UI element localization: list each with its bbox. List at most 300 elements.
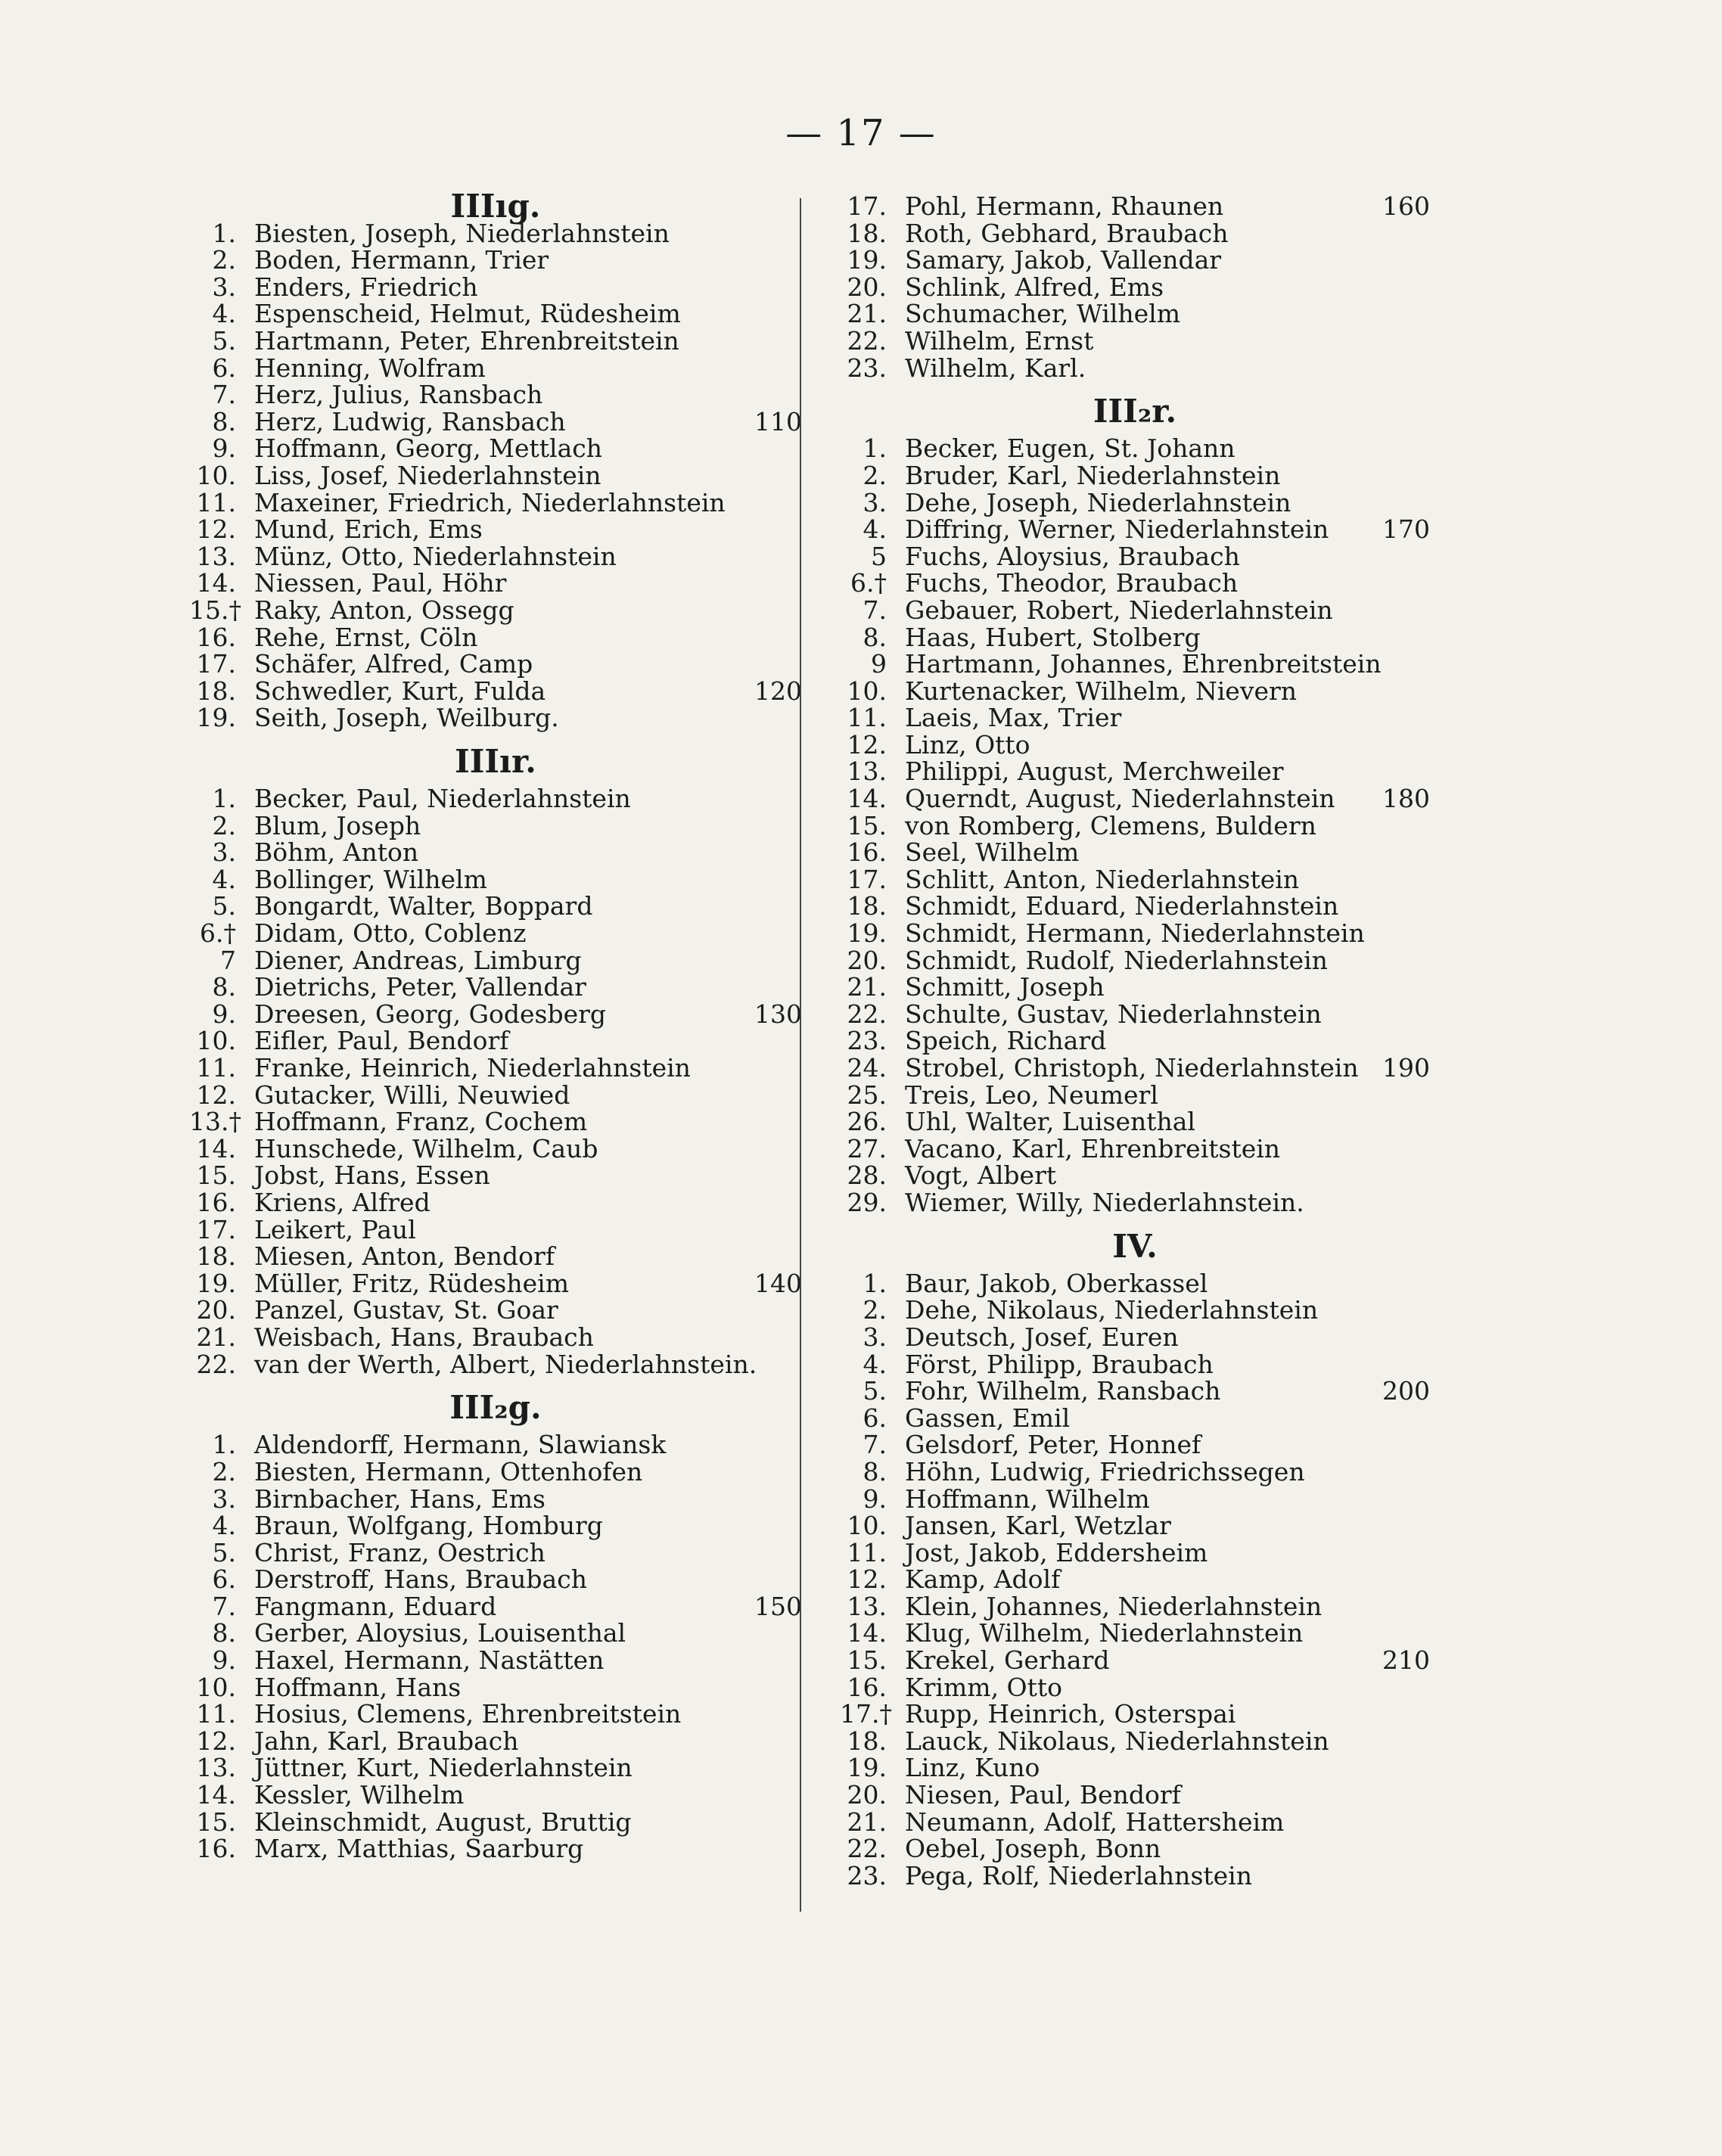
student-name: Treis, Leo, Neumerl	[905, 1080, 1158, 1110]
entry-number: 23.	[847, 1860, 887, 1890]
student-name: Schumacher, Wilhelm	[905, 299, 1181, 329]
student-name: Hoffmann, Wilhelm	[905, 1483, 1150, 1514]
student-name: Philippi, August, Merchweiler	[905, 756, 1284, 787]
student-entry	[189, 1754, 802, 1782]
student-entry	[840, 651, 1430, 678]
entry-number: 23.	[847, 1026, 887, 1056]
student-entry	[189, 1809, 802, 1836]
entry-number: 6.†	[200, 918, 236, 949]
entry-number: 1.	[212, 784, 236, 814]
entry-number: 17.	[196, 1214, 236, 1244]
student-entry	[840, 1674, 1430, 1701]
student-entry	[189, 704, 802, 732]
student-entry	[840, 1082, 1430, 1109]
entry-number: 12.	[196, 1080, 236, 1110]
student-entry	[189, 1324, 802, 1351]
entry-number: 12.	[196, 1726, 236, 1756]
student-name: Krekel, Gerhard	[905, 1645, 1110, 1676]
entry-number: 22.	[847, 1834, 887, 1864]
student-entry	[189, 543, 802, 570]
student-name: Schlitt, Anton, Niederlahnstein	[905, 864, 1300, 894]
entry-number: 11.	[847, 1537, 887, 1567]
column-divider	[800, 198, 801, 1912]
student-name: Herz, Julius, Ransbach	[254, 380, 543, 410]
entry-number: 1.	[212, 218, 236, 248]
student-name: Krimm, Otto	[905, 1672, 1062, 1702]
student-name: Didam, Otto, Coblenz	[254, 918, 527, 949]
student-name: Lauck, Nikolaus, Niederlahnstein	[905, 1726, 1329, 1756]
entry-number: 21.	[196, 1322, 236, 1352]
entry-number: 22.	[196, 1349, 236, 1379]
student-entry	[840, 435, 1430, 462]
margin-count: 140	[754, 1268, 802, 1298]
entry-number: 14.	[847, 1618, 887, 1648]
student-name: Mund, Erich, Ems	[254, 514, 483, 545]
student-name: Birnbacher, Hans, Ems	[254, 1483, 546, 1514]
entry-number: 10.	[196, 460, 236, 490]
student-name: Neumann, Adolf, Hattersheim	[905, 1807, 1285, 1837]
entry-number: 2.	[212, 1456, 236, 1487]
student-entry	[840, 1593, 1430, 1620]
entry-number: 23.	[847, 353, 887, 383]
student-name: Münz, Otto, Niederlahnstein	[254, 541, 617, 571]
student-entry	[840, 1754, 1430, 1782]
student-entry	[840, 1647, 1430, 1674]
entry-number: 16.	[196, 1187, 236, 1217]
entry-number: 5	[871, 541, 887, 571]
student-name: van der Werth, Albert, Niederlahnstein.	[254, 1349, 757, 1379]
entry-number: 6.	[212, 353, 236, 383]
student-entry	[189, 866, 802, 893]
entry-number: 10.	[847, 676, 887, 706]
student-entry	[840, 1456, 1430, 1487]
student-name: Seel, Wilhelm	[905, 837, 1080, 868]
student-entry	[189, 381, 802, 409]
entry-number: 7.	[863, 1430, 887, 1460]
student-name: Hoffmann, Hans	[254, 1672, 462, 1702]
student-entry	[189, 651, 802, 678]
entry-number: 27.	[847, 1133, 887, 1163]
class-heading: IIIıg.	[450, 188, 541, 225]
student-entry	[189, 300, 802, 328]
student-name: Niessen, Paul, Höhr	[254, 568, 507, 598]
student-name: Gerber, Aloysius, Louisenthal	[254, 1618, 626, 1648]
entry-number: 20.	[847, 272, 887, 302]
entry-number: 20.	[847, 945, 887, 975]
entry-number: 15.†	[189, 595, 241, 625]
entry-number: 3.	[212, 1483, 236, 1514]
margin-count: 170	[1382, 514, 1430, 545]
entry-number: 20.	[196, 1295, 236, 1325]
student-entry	[840, 325, 1430, 356]
student-name: Aldendorff, Hermann, Slawiansk	[254, 1430, 667, 1460]
student-entry	[840, 1108, 1430, 1135]
student-entry	[189, 1297, 802, 1324]
student-name: Panzel, Gustav, St. Goar	[254, 1295, 558, 1325]
student-entry	[840, 1297, 1430, 1324]
student-entry	[189, 1351, 802, 1378]
student-name: Oebel, Joseph, Bonn	[905, 1834, 1161, 1864]
student-name: Henning, Wolfram	[254, 353, 486, 383]
entry-number: 8.	[212, 1618, 236, 1648]
entry-number: 1.	[212, 1430, 236, 1460]
student-entry	[840, 516, 1430, 543]
student-name: Schulte, Gustav, Niederlahnstein	[905, 999, 1322, 1029]
student-entry	[840, 274, 1430, 301]
student-entry	[840, 355, 1430, 382]
entry-number: 5.	[212, 891, 236, 921]
entry-number: 11.	[847, 703, 887, 733]
student-name: Enders, Friedrich	[254, 272, 478, 302]
student-name: Jüttner, Kurt, Niederlahnstein	[254, 1753, 633, 1783]
student-name: Seith, Joseph, Weilburg.	[254, 703, 559, 733]
student-name: Schmidt, Rudolf, Niederlahnstein	[905, 945, 1328, 975]
student-name: Schmidt, Hermann, Niederlahnstein	[905, 918, 1365, 949]
entry-number: 2.	[863, 1295, 887, 1325]
student-name: Fangmann, Eduard	[254, 1591, 497, 1621]
entry-number: 4.	[212, 864, 236, 894]
student-name: Gebauer, Robert, Niederlahnstein	[905, 595, 1333, 625]
student-name: Hartmann, Johannes, Ehrenbreitstein	[905, 649, 1382, 679]
student-name: Gassen, Emil	[905, 1403, 1071, 1433]
entry-number: 19.	[847, 918, 887, 949]
student-entry	[189, 1620, 802, 1647]
entry-number: 2.	[212, 810, 236, 840]
student-name: Derstroff, Hans, Braubach	[254, 1564, 587, 1595]
entry-number: 2.	[212, 245, 236, 275]
margin-count: 210	[1382, 1645, 1430, 1676]
entry-number: 29.	[847, 1187, 887, 1217]
student-name: Bongardt, Walter, Boppard	[254, 891, 593, 921]
student-entry	[189, 355, 802, 382]
student-entry	[840, 1539, 1430, 1567]
entry-number: 5.	[212, 1537, 236, 1567]
student-entry	[840, 1135, 1430, 1163]
entry-number: 21.	[847, 972, 887, 1002]
entry-number: 6.†	[850, 568, 887, 598]
student-name: Samary, Jakob, Vallendar	[905, 245, 1222, 275]
student-entry	[189, 1270, 802, 1297]
entry-number: 19.	[196, 703, 236, 733]
student-name: Diener, Andreas, Limburg	[254, 945, 582, 975]
student-entry	[840, 1027, 1430, 1055]
student-name: Höhn, Ludwig, Friedrichssegen	[905, 1456, 1305, 1487]
student-name: Hartmann, Peter, Ehrenbreitstein	[254, 325, 679, 356]
entry-number: 18.	[847, 218, 887, 248]
entry-number: 10.	[847, 1511, 887, 1541]
student-name: Franke, Heinrich, Niederlahnstein	[254, 1053, 691, 1083]
student-entry	[189, 839, 802, 866]
student-name: Roth, Gebhard, Braubach	[905, 218, 1229, 248]
student-entry	[189, 570, 802, 597]
student-entry	[189, 406, 802, 436]
student-name: Kurtenacker, Wilhelm, Nievern	[905, 676, 1298, 706]
student-entry	[189, 516, 802, 543]
student-name: Dietrichs, Peter, Vallendar	[254, 972, 586, 1002]
student-name: Rupp, Heinrich, Osterspai	[905, 1699, 1236, 1729]
student-entry	[189, 1483, 802, 1514]
student-entry	[189, 812, 802, 840]
student-name: Biesten, Hermann, Ottenhofen	[254, 1456, 643, 1487]
student-entry	[189, 1701, 802, 1728]
entry-number: 9	[871, 649, 887, 679]
margin-count: 110	[754, 406, 802, 436]
student-name: Marx, Matthias, Saarburg	[254, 1834, 584, 1864]
student-entry	[189, 489, 802, 517]
student-entry	[840, 1512, 1430, 1539]
student-name: Fuchs, Aloysius, Braubach	[905, 541, 1240, 571]
student-entry	[189, 1539, 802, 1567]
entry-number: 11.	[196, 1053, 236, 1083]
entry-number: 16.	[847, 837, 887, 868]
student-entry	[840, 1862, 1430, 1890]
student-entry	[189, 1431, 802, 1459]
student-name: Fohr, Wilhelm, Ransbach	[905, 1376, 1221, 1406]
student-entry	[840, 974, 1430, 1001]
entry-number: 7	[220, 945, 236, 975]
margin-count: 130	[754, 999, 802, 1029]
student-name: Haas, Hubert, Stolberg	[905, 622, 1201, 652]
margin-count: 120	[754, 676, 802, 706]
student-entry	[840, 758, 1430, 785]
entry-number: 13.	[847, 756, 887, 787]
entry-number: 11.	[196, 487, 236, 517]
student-entry	[189, 1055, 802, 1082]
entry-number: 8.	[863, 622, 887, 652]
student-entry	[189, 1243, 802, 1270]
entry-number: 7.	[212, 1591, 236, 1621]
entry-number: 17.	[847, 191, 887, 221]
entry-number: 3.	[212, 837, 236, 868]
student-name: Hoffmann, Georg, Mettlach	[254, 433, 602, 464]
entry-number: 19.	[196, 1268, 236, 1298]
student-name: Kessler, Wilhelm	[254, 1780, 465, 1810]
student-entry	[840, 893, 1430, 920]
student-entry	[189, 893, 802, 920]
student-name: Weisbach, Hans, Braubach	[254, 1322, 594, 1352]
student-entry	[840, 1728, 1430, 1755]
student-entry	[189, 1135, 802, 1163]
student-name: Querndt, August, Niederlahnstein	[905, 784, 1335, 814]
entry-number: 15.	[196, 1160, 236, 1191]
student-name: Dreesen, Georg, Godesberg	[254, 999, 606, 1029]
entry-number: 24.	[847, 1053, 887, 1083]
entry-number: 9.	[212, 1645, 236, 1676]
entry-number: 5.	[212, 325, 236, 356]
entry-number: 22.	[847, 999, 887, 1029]
class-heading: III₂r.	[1093, 393, 1177, 430]
student-name: Schwedler, Kurt, Fulda	[254, 676, 546, 706]
student-name: Braun, Wolfgang, Homburg	[254, 1511, 603, 1541]
student-name: Jost, Jakob, Eddersheim	[905, 1537, 1208, 1567]
student-entry	[189, 1566, 802, 1593]
student-entry	[189, 1216, 802, 1244]
entry-number: 10.	[196, 1672, 236, 1702]
entry-number: 3.	[863, 487, 887, 517]
class-heading: IIIır.	[455, 742, 536, 780]
student-entry	[189, 1001, 802, 1028]
entry-number: 13.	[196, 541, 236, 571]
student-name: Fuchs, Theodor, Braubach	[905, 568, 1239, 598]
entry-number: 9.	[212, 999, 236, 1029]
entry-number: 10.	[196, 1026, 236, 1056]
student-entry	[189, 1674, 802, 1701]
student-entry	[189, 947, 802, 974]
student-name: Schäfer, Alfred, Camp	[254, 649, 533, 679]
entry-number: 11.	[196, 1699, 236, 1729]
entry-number: 6.	[863, 1403, 887, 1433]
student-name: Vogt, Albert	[905, 1160, 1057, 1191]
entry-number: 17.	[847, 864, 887, 894]
student-entry	[840, 704, 1430, 732]
entry-number: 14.	[847, 784, 887, 814]
student-entry	[189, 1162, 802, 1189]
student-entry	[840, 1483, 1430, 1514]
student-entry	[189, 1456, 802, 1487]
student-entry	[189, 597, 802, 624]
entry-number: 16.	[196, 1834, 236, 1864]
student-name: Müller, Fritz, Rüdesheim	[254, 1268, 569, 1298]
student-name: Christ, Franz, Oestrich	[254, 1537, 546, 1567]
margin-count: 180	[1382, 784, 1430, 814]
student-entry	[840, 1351, 1430, 1378]
student-entry	[189, 1593, 802, 1620]
student-name: Deutsch, Josef, Euren	[905, 1322, 1179, 1352]
entry-number: 22.	[847, 325, 887, 356]
student-name: Boden, Hermann, Trier	[254, 245, 549, 275]
entry-number: 9.	[212, 433, 236, 464]
student-name: Herz, Ludwig, Ransbach	[254, 406, 566, 436]
student-name: Först, Philipp, Braubach	[905, 1349, 1214, 1379]
entry-number: 12.	[196, 514, 236, 545]
student-entry	[840, 1001, 1430, 1028]
entry-number: 4.	[863, 1349, 887, 1379]
student-entry	[189, 462, 802, 489]
student-entry	[840, 300, 1430, 328]
student-entry	[840, 812, 1430, 840]
entry-number: 26.	[847, 1107, 887, 1137]
student-entry	[189, 1082, 802, 1109]
entry-number: 12.	[847, 729, 887, 760]
student-entry	[840, 193, 1430, 220]
student-name: Schmidt, Eduard, Niederlahnstein	[905, 891, 1339, 921]
student-entry	[840, 462, 1430, 489]
entry-number: 19.	[847, 245, 887, 275]
left-column	[189, 188, 802, 1864]
student-name: Klein, Johannes, Niederlahnstein	[905, 1591, 1323, 1621]
student-name: Biesten, Joseph, Niederlahnstein	[254, 218, 670, 248]
student-name: Linz, Otto	[905, 729, 1030, 760]
student-entry	[840, 920, 1430, 947]
entry-number: 13.	[847, 1591, 887, 1621]
student-entry	[840, 624, 1430, 651]
student-entry	[189, 1189, 802, 1216]
student-name: Böhm, Anton	[254, 837, 419, 868]
entry-number: 7.	[212, 380, 236, 410]
student-entry	[840, 1782, 1430, 1809]
entry-number: 8.	[863, 1456, 887, 1487]
entry-number: 14.	[196, 1133, 236, 1163]
student-name: Dehe, Nikolaus, Niederlahnstein	[905, 1295, 1319, 1325]
entry-number: 1.	[863, 1268, 887, 1298]
student-entry	[189, 247, 802, 274]
student-name: Kleinschmidt, August, Bruttig	[254, 1807, 632, 1837]
student-entry	[840, 1405, 1430, 1432]
student-entry	[840, 220, 1430, 247]
student-name: Jobst, Hans, Essen	[254, 1160, 490, 1191]
right-column	[840, 193, 1430, 1889]
student-entry	[840, 785, 1430, 812]
page-number: — 17 —	[785, 112, 937, 154]
student-name: Uhl, Walter, Luisenthal	[905, 1107, 1195, 1137]
student-name: Gelsdorf, Peter, Honnef	[905, 1430, 1201, 1460]
entry-number: 17.	[196, 649, 236, 679]
student-name: Schlink, Alfred, Ems	[905, 272, 1164, 302]
student-name: Eifler, Paul, Bendorf	[254, 1026, 509, 1056]
student-entry	[189, 325, 802, 356]
student-entry	[189, 1027, 802, 1055]
student-name: Pega, Rolf, Niederlahnstein	[905, 1860, 1252, 1890]
student-name: Bruder, Karl, Niederlahnstein	[905, 460, 1281, 490]
entry-number: 1.	[863, 433, 887, 464]
student-name: Schmitt, Joseph	[905, 972, 1105, 1002]
student-name: Becker, Eugen, St. Johann	[905, 433, 1236, 464]
student-name: Jahn, Karl, Braubach	[254, 1726, 519, 1756]
entry-number: 15.	[847, 1645, 887, 1676]
student-name: Espenscheid, Helmut, Rüdesheim	[254, 299, 681, 329]
entry-number: 19.	[847, 1753, 887, 1783]
student-entry	[840, 1431, 1430, 1459]
entry-number: 15.	[847, 810, 887, 840]
student-entry	[840, 247, 1430, 274]
student-entry	[189, 220, 802, 247]
student-entry	[840, 866, 1430, 893]
student-entry	[189, 274, 802, 301]
entry-number: 5.	[863, 1376, 887, 1406]
student-entry	[189, 1512, 802, 1539]
student-name: Haxel, Hermann, Nastätten	[254, 1645, 605, 1676]
entry-number: 8.	[212, 406, 236, 436]
student-name: Vacano, Karl, Ehrenbreitstein	[905, 1133, 1281, 1163]
student-name: Kamp, Adolf	[905, 1564, 1061, 1595]
student-name: Baur, Jakob, Oberkassel	[905, 1268, 1208, 1298]
entry-number: 18.	[847, 1726, 887, 1756]
entry-number: 6.	[212, 1564, 236, 1595]
entry-number: 16.	[196, 622, 236, 652]
student-name: Laeis, Max, Trier	[905, 703, 1122, 733]
entry-number: 3.	[212, 272, 236, 302]
entry-number: 16.	[847, 1672, 887, 1702]
entry-number: 25.	[847, 1080, 887, 1110]
student-name: Dehe, Joseph, Niederlahnstein	[905, 487, 1292, 517]
student-entry	[189, 785, 802, 812]
student-entry	[189, 920, 802, 947]
margin-count: 200	[1382, 1376, 1430, 1406]
student-name: Blum, Joseph	[254, 810, 421, 840]
entry-number: 12.	[847, 1564, 887, 1595]
student-name: Strobel, Christoph, Niederlahnstein	[905, 1053, 1359, 1083]
student-name: Wilhelm, Ernst	[905, 325, 1094, 356]
student-name: Bollinger, Wilhelm	[254, 864, 487, 894]
student-name: Maxeiner, Friedrich, Niederlahnstein	[254, 487, 726, 517]
student-name: Raky, Anton, Ossegg	[254, 595, 514, 625]
student-entry	[840, 729, 1430, 760]
student-entry	[840, 678, 1430, 705]
student-entry	[189, 1835, 802, 1862]
student-entry	[189, 678, 802, 705]
entry-number: 18.	[196, 676, 236, 706]
margin-count: 190	[1382, 1053, 1430, 1083]
